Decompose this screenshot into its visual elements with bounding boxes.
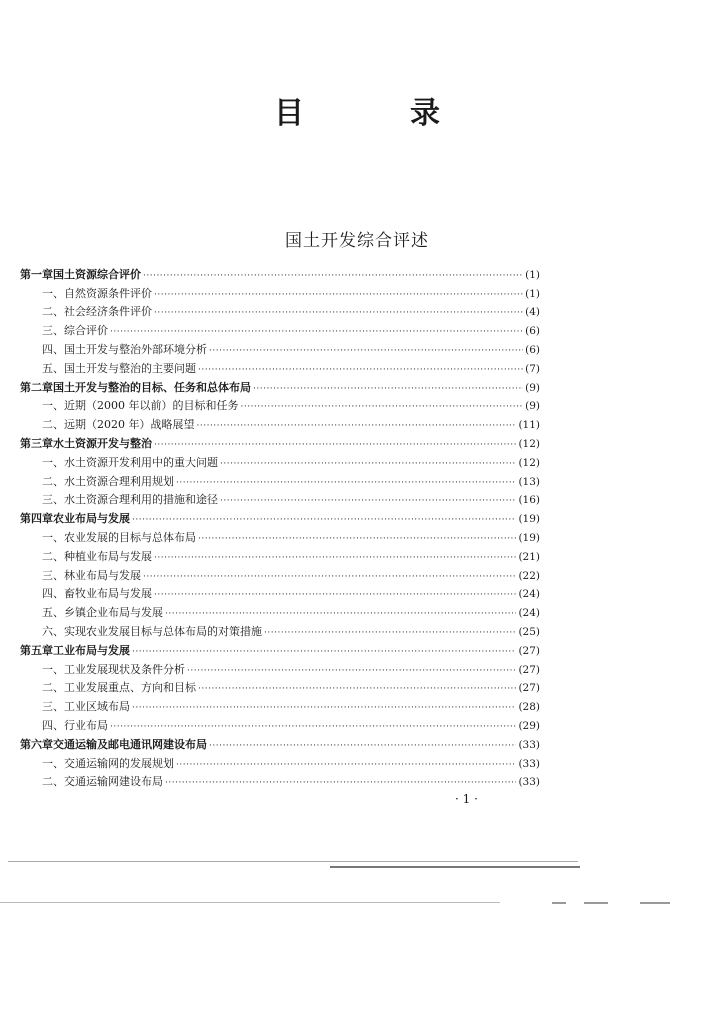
toc-entry-number: 第二章 [20,380,53,394]
toc-entry-title: 交通运输网的发展规划 [64,756,174,770]
toc-entry-number: 二、 [42,418,64,432]
toc-entry-number: 二、 [42,549,64,563]
dot-leader [154,289,523,301]
dot-leader [143,571,516,583]
toc-entry-title: 种植业布局与发展 [64,549,152,563]
toc-entry-page: (1) [525,287,540,300]
toc-section [20,301,540,320]
toc-entry-page: (24) [518,588,540,601]
toc-entry-title: 水土资源合理利用规划 [64,474,174,488]
toc-entry-number: 一、 [42,455,64,469]
toc-section [20,451,540,470]
toc-section [20,695,540,714]
toc-section [20,489,540,508]
dot-leader [132,702,516,714]
toc-entry-page: (28) [518,701,540,714]
toc-entry-number: 一、 [42,530,64,544]
toc-entry-title: 水土资源合理利用的措施和途径 [64,493,218,507]
toc-chapter [20,639,540,658]
toc-entry-number: 二、 [42,775,64,789]
toc-entry-page: (33) [518,738,540,751]
toc-section [20,583,540,602]
toc-entry-number: 四、 [42,718,64,732]
scan-line [8,861,578,862]
toc-entry-title: 工业布局与发展 [53,643,130,657]
scan-line [0,902,500,903]
dot-leader [198,533,516,545]
toc-entry-number: 第五章 [20,643,53,657]
toc-section [20,413,540,432]
dot-leader [143,270,523,282]
toc-entry-title: 水土资源开发利用中的重大问题 [64,455,218,469]
toc-entry-number: 一、 [42,756,64,770]
toc-entry-page: (9) [525,400,540,413]
toc-entry-number: 一、 [42,399,64,413]
toc-entry-page: (1) [525,268,540,281]
dot-leader [187,665,516,677]
toc-entry-title: 自然资源条件评价 [64,286,152,300]
toc-entry-page: (16) [518,494,540,507]
toc-entry-page: (12) [518,456,540,469]
toc-entry-page: (22) [518,569,540,582]
page-number: · 1 · [455,792,478,806]
toc-entry-title: 交通运输网建设布局 [64,775,163,789]
toc-section [20,470,540,489]
toc-section [20,620,540,639]
toc-section [20,282,540,301]
toc-entry-number: 第四章 [20,512,53,526]
toc-entry-title: 乡镇企业布局与发展 [64,606,163,620]
toc-section [20,395,540,414]
dot-leader [110,326,523,338]
dot-leader [165,608,516,620]
toc-entry-title: 社会经济条件评价 [64,305,152,319]
toc-entry-number: 四、 [42,587,64,601]
toc-entry-page: (13) [518,475,540,488]
toc-entry-title: 国土资源综合评价 [53,267,141,281]
toc-entry-page: (21) [518,550,540,563]
toc-chapter [20,432,540,451]
scan-mark [640,902,670,904]
toc-entry-page: (11) [518,419,540,432]
toc-entry-title: 农业布局与发展 [53,512,130,526]
toc-entry-number: 二、 [42,305,64,319]
toc-entry-title: 畜牧业布局与发展 [64,587,152,601]
toc-entry-page: (19) [518,531,540,544]
dot-leader [220,495,516,507]
toc-entry-page: (29) [518,719,540,732]
toc-entry-page: (4) [525,306,540,319]
toc-section [20,658,540,677]
toc-section [20,526,540,545]
dot-leader [198,683,516,695]
toc-entry-title: 工业区域布局 [64,700,130,714]
toc-entry-title: 水土资源开发与整治 [53,436,152,450]
toc-entry-page: (33) [518,776,540,789]
dot-leader [253,383,523,395]
toc-entry-number: 第一章 [20,267,53,281]
dot-leader [154,439,516,451]
dot-leader [241,401,524,413]
toc-entry-number: 三、 [42,700,64,714]
dot-leader [264,627,516,639]
toc-entry-page: (19) [518,513,540,526]
toc-entry-number: 三、 [42,324,64,338]
toc-entry-page: (27) [518,682,540,695]
toc-section [20,714,540,733]
toc-entry-title: 国土开发与整治外部环境分析 [64,342,207,356]
dot-leader [176,759,516,771]
dot-leader [110,721,516,733]
toc-entry-number: 一、 [42,286,64,300]
toc-entry-page: (6) [525,343,540,356]
dot-leader [154,589,516,601]
toc-entry-number: 三、 [42,568,64,582]
toc-section [20,752,540,771]
dot-leader [165,777,516,789]
toc-entry-title: 农业发展的目标与总体布局 [64,530,196,544]
toc-section [20,319,540,338]
toc-chapter [20,507,540,526]
toc-entry-title: 国土开发与整治的目标、任务和总体布局 [53,380,251,394]
toc-entry-title: 林业布局与发展 [64,568,141,582]
toc-entry-title: 行业布局 [64,718,108,732]
toc-entry-title: 国土开发与整治的主要问题 [64,361,196,375]
toc-entry-number: 一、 [42,662,64,676]
toc-section [20,357,540,376]
toc-entry-title: 工业发展重点、方向和目标 [64,681,196,695]
toc-section [20,545,540,564]
toc-section [20,338,540,357]
toc-entry-page: (33) [518,757,540,770]
toc-entry-page: (27) [518,663,540,676]
toc-entry-number: 五、 [42,361,64,375]
dot-leader [154,552,516,564]
toc-chapter [20,376,540,395]
toc-entry-number: 二、 [42,681,64,695]
toc-entry-number: 二、 [42,474,64,488]
page-title: 目 录 [274,96,478,131]
toc-entry-number: 第三章 [20,436,53,450]
toc-entry-page: (25) [518,625,540,638]
toc-entry-page: (12) [518,437,540,450]
toc-entry-number: 三、 [42,493,64,507]
toc-chapter [20,263,540,282]
dot-leader [220,458,516,470]
toc-entry-page: (24) [518,607,540,620]
toc-entry-page: (7) [525,362,540,375]
table-of-contents [20,263,540,789]
dot-leader [197,420,517,432]
toc-entry-title: 实现农业发展目标与总体布局的对策措施 [64,624,262,638]
dot-leader [132,646,516,658]
toc-entry-page: (9) [525,381,540,394]
toc-entry-number: 四、 [42,342,64,356]
toc-entry-page: (6) [525,325,540,338]
toc-entry-number: 五、 [42,606,64,620]
dot-leader [209,345,523,357]
scan-line [330,866,580,868]
toc-entry-title: 远期（2020 年）战略展望 [64,418,195,432]
toc-entry-page: (27) [518,644,540,657]
toc-section [20,677,540,696]
toc-entry-title: 近期（2000 年以前）的目标和任务 [64,399,239,413]
dot-leader [154,307,523,319]
dot-leader [132,514,516,526]
scan-mark [552,902,566,904]
toc-section [20,771,540,790]
dot-leader [198,364,523,376]
toc-entry-title: 交通运输及邮电通讯网建设布局 [53,737,207,751]
toc-entry-title: 工业发展现状及条件分析 [64,662,185,676]
toc-entry-number: 第六章 [20,737,53,751]
dot-leader [209,740,516,752]
toc-section [20,564,540,583]
dot-leader [176,477,516,489]
toc-entry-title: 综合评价 [64,324,108,338]
toc-section [20,601,540,620]
toc-chapter [20,733,540,752]
toc-entry-number: 六、 [42,624,64,638]
scan-mark [584,902,608,904]
section-heading: 国土开发综合评述 [285,231,429,251]
